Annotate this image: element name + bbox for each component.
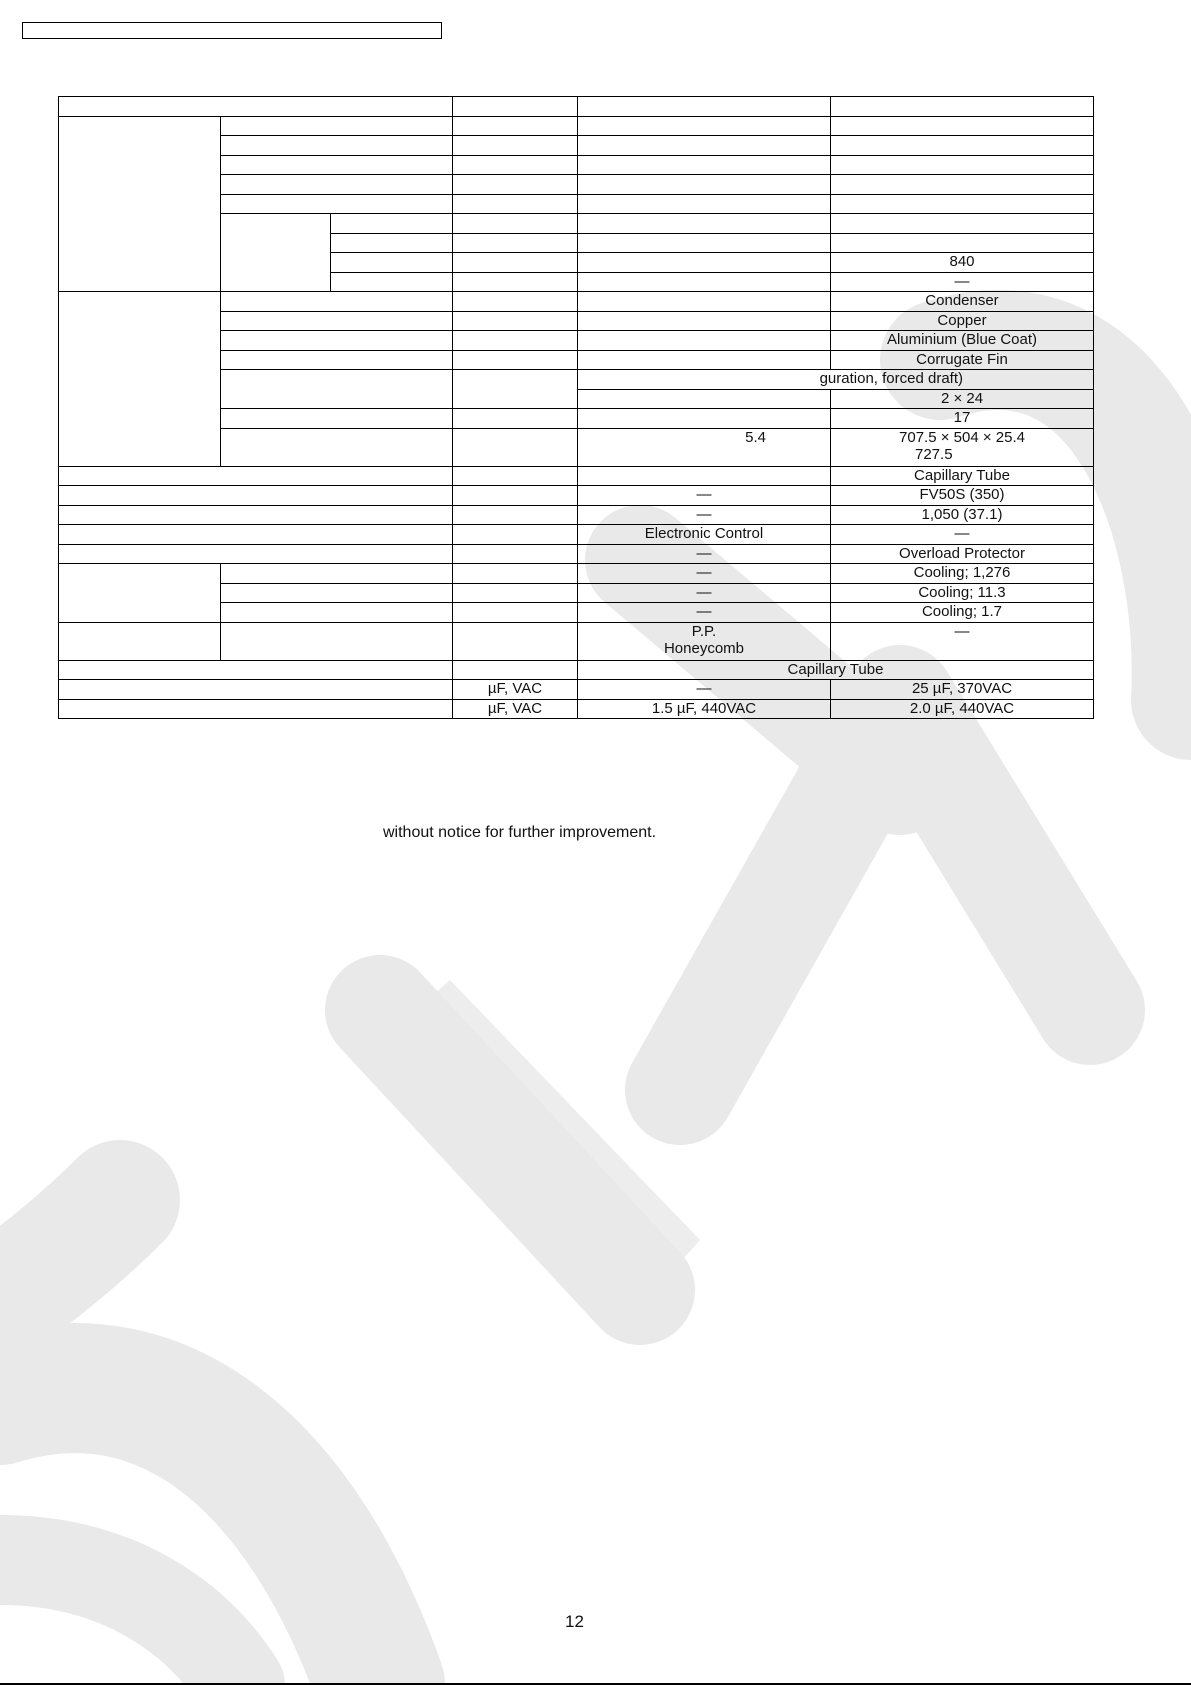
fin-per-inch: 17 (831, 409, 1094, 429)
tube-material: Copper (831, 311, 1094, 331)
oil-outdoor: FV50S (350) (831, 486, 1094, 506)
capacitor-outdoor: 2.0 µF, 440VAC (831, 699, 1094, 719)
capacity-outdoor: Cooling; 1.7 (831, 603, 1094, 623)
refrigerant-outdoor: 1,050 (37.1) (831, 505, 1094, 525)
table-row (59, 699, 1094, 719)
capacitor-indoor: 1.5 µF, 440VAC (578, 699, 831, 719)
table-row (59, 680, 1094, 700)
row-fin-config: guration, forced draft) (578, 370, 1094, 390)
table-row (59, 292, 1094, 312)
capillary-span: Capillary Tube (578, 660, 1094, 680)
capacity-indoor: — (578, 583, 831, 603)
table-row (59, 97, 1094, 117)
table-row (59, 622, 1094, 660)
protection-outdoor: Overload Protector (831, 544, 1094, 564)
capacitor-indoor: — (578, 680, 831, 700)
capacity-outdoor: Cooling; 11.3 (831, 583, 1094, 603)
fin-type: Corrugate Fin (831, 350, 1094, 370)
capacity-indoor: — (578, 564, 831, 584)
size-outdoor-2: 727.5 (915, 445, 953, 463)
air-filter-outdoor: — (831, 622, 1094, 660)
air-filter-type: Honeycomb (663, 639, 745, 657)
fan-speed-value: 840 (831, 253, 1094, 273)
fin-material: Aluminium (Blue Coat) (831, 331, 1094, 351)
fan-speed-value: — (831, 272, 1094, 292)
table-row (59, 525, 1094, 545)
oil-indoor: — (578, 486, 831, 506)
refrigerant-indoor: — (578, 505, 831, 525)
air-filter-material: P.P. (691, 622, 717, 640)
heat-exchanger-type: Condenser (831, 292, 1094, 312)
thermostat-indoor: Electronic Control (578, 525, 831, 545)
capacity-indoor: — (578, 603, 831, 623)
table-row (59, 544, 1094, 564)
thermostat-outdoor: — (831, 525, 1094, 545)
refrigerant-control: Capillary Tube (831, 466, 1094, 486)
size-outdoor: 707.5 × 504 × 25.4 (899, 428, 1025, 446)
footnote: without notice for further improvement. (383, 824, 657, 841)
group-label-cell (59, 116, 221, 292)
capacitor-unit: µF, VAC (453, 680, 578, 700)
table-row (59, 116, 1094, 136)
capacity-outdoor: Cooling; 1,276 (831, 564, 1094, 584)
table-row (59, 564, 1094, 584)
header-box (22, 22, 442, 39)
table-row (59, 466, 1094, 486)
row-fin-value: 2 × 24 (831, 389, 1094, 409)
size-indoor: 5.4 (578, 428, 831, 466)
protection-indoor: — (578, 544, 831, 564)
capacitor-outdoor: 25 µF, 370VAC (831, 680, 1094, 700)
capacitor-unit: µF, VAC (453, 699, 578, 719)
group-label-cell (59, 564, 221, 623)
table-row (59, 505, 1094, 525)
page-number: 12 (565, 1612, 584, 1631)
spec-table (58, 96, 1094, 719)
table-row (59, 660, 1094, 680)
group-label-cell (59, 292, 221, 467)
table-row (59, 486, 1094, 506)
